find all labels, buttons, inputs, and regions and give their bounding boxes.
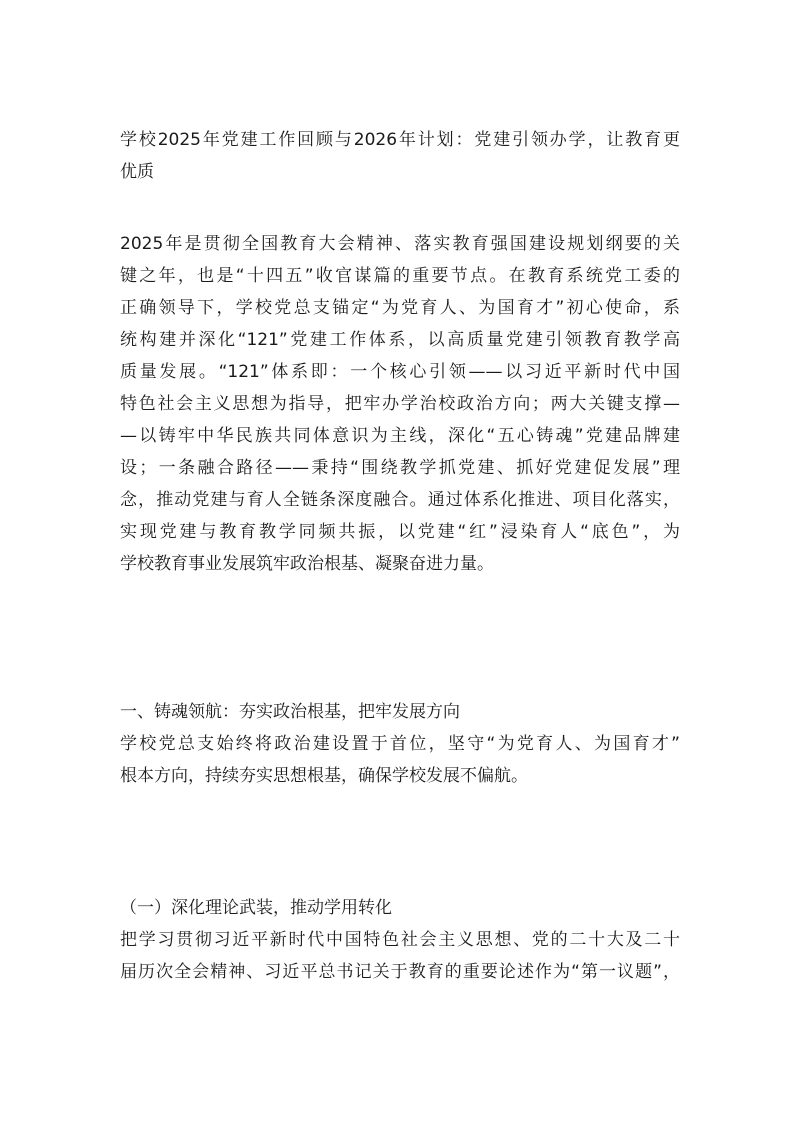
intro-line: 2025年是贯彻全国教育大会精神、落实教育强国建设规划纲要的关 [120, 234, 680, 254]
intro-line: 学校教育事业发展筑牢政治根基、凝聚奋进力量。 [120, 554, 494, 574]
intro-paragraph [120, 228, 680, 580]
subsection-line: 把学习贯彻习近平新时代中国特色社会主义思想、党的二十大及二十 [120, 930, 680, 950]
intro-line: 实现党建与教育教学同频共振，以党建“红”浸染育人“底色”，为 [120, 522, 680, 542]
title-line: 学校2025年党建工作回顾与2026年计划：党建引领办学，让教育更 [120, 130, 680, 150]
section-heading: 一、铸魂领航：夯实政治根基，把牢发展方向 [120, 702, 460, 722]
document-title [120, 124, 680, 188]
section-line: 学校党总支始终将政治建设置于首位，坚守“为党育人、为国育才” [120, 734, 680, 754]
subsection-line: 届历次全会精神、习近平总书记关于教育的重要论述作为“第一议题”， [120, 962, 680, 982]
subsection-heading: （一）深化理论武装，推动学用转化 [120, 898, 392, 918]
title-line: 优质 [120, 162, 154, 182]
section-line: 根本方向，持续夯实思想根基，确保学校发展不偏航。 [120, 766, 528, 786]
intro-line: 正确领导下，学校党总支锚定“为党育人、为国育才”初心使命，系 [120, 298, 680, 318]
intro-line: 质量发展。“121”体系即：一个核心引领——以习近平新时代中国 [120, 362, 680, 382]
intro-line: 特色社会主义思想为指导，把牢办学治校政治方向；两大关键支撑— [120, 394, 680, 414]
section-1 [120, 696, 680, 792]
intro-line: 键之年，也是“十四五”收官谋篇的重要节点。在教育系统党工委的 [120, 266, 680, 286]
intro-line: 设；一条融合路径——秉持“围绕教学抓党建、抓好党建促发展”理 [120, 458, 680, 478]
subsection-1 [120, 892, 680, 988]
intro-line: 念，推动党建与育人全链条深度融合。通过体系化推进、项目化落实， [120, 490, 680, 510]
intro-line: —以铸牢中华民族共同体意识为主线，深化“五心铸魂”党建品牌建 [120, 426, 680, 446]
intro-line: 统构建并深化“121”党建工作体系，以高质量党建引领教育教学高 [120, 330, 680, 350]
